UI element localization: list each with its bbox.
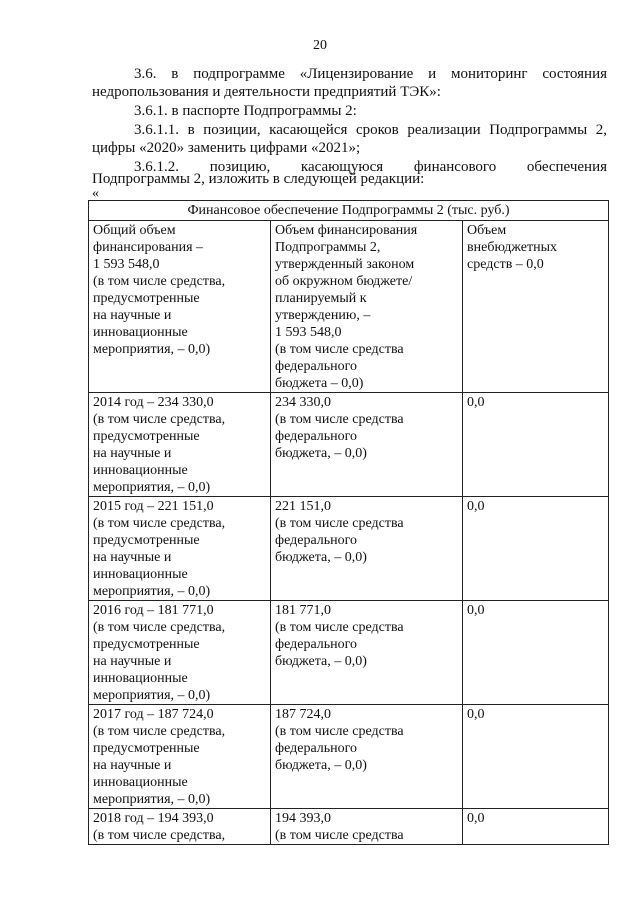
table-cell: 194 393,0 (в том числе средства — [271, 809, 463, 845]
table-cell: 2017 год – 187 724,0 (в том числе средства, предусмотренные на научные и инновационные мероприятия, – 0,0) — [89, 705, 271, 809]
open-quote: « — [92, 186, 99, 201]
table-cell: 187 724,0 (в том числе средства федерального бюджета, – 0,0) — [271, 705, 463, 809]
table-cell: 0,0 — [463, 705, 609, 809]
table-row — [89, 601, 609, 705]
page-number: 20 — [313, 38, 327, 53]
table-row — [89, 809, 609, 845]
financing-table — [88, 200, 609, 845]
paragraph-3-6-1: 3.6.1. в паспорте Подпрограммы 2: — [134, 103, 357, 119]
table-cell: Общий объем финансирования – 1 593 548,0 (в том числе средства, предусмотренные на научные и инновационные мероприятия, – 0,0) — [89, 221, 271, 393]
table-cell: 181 771,0 (в том числе средства федерального бюджета, – 0,0) — [271, 601, 463, 705]
table-row — [89, 221, 609, 393]
table-cell: 2015 год – 221 151,0 (в том числе средства, предусмотренные на научные и инновационные мероприятия, – 0,0) — [89, 497, 271, 601]
table-row — [89, 393, 609, 497]
table-cell: 2014 год – 234 330,0 (в том числе средства, предусмотренные на научные и инновационные мероприятия, – 0,0) — [89, 393, 271, 497]
table-cell: 221 151,0 (в том числе средства федерального бюджета, – 0,0) — [271, 497, 463, 601]
paragraph-3-6-1-2-line2: Подпрограммы 2, изложить в следующей редакции: — [92, 171, 425, 187]
table-header-row — [89, 201, 609, 221]
paragraph-3-6-1-2-line1: 3.6.1.2. позицию, касающуюся финансового обеспечения — [134, 159, 607, 175]
paragraph-3-6-line2: недропользования и деятельности предприятий ТЭК»: — [92, 84, 441, 100]
paragraph-3-6-1-1-line2: цифры «2020» заменить цифрами «2021»; — [92, 140, 361, 156]
table-cell: 2016 год – 181 771,0 (в том числе средства, предусмотренные на научные и инновационные мероприятия, – 0,0) — [89, 601, 271, 705]
paragraph-3-6-line1: 3.6. в подпрограмме «Лицензирование и мониторинг состояния — [134, 66, 607, 82]
table-cell: 0,0 — [463, 601, 609, 705]
table-title: Финансовое обеспечение Подпрограммы 2 (тыс. руб.) — [89, 201, 609, 221]
table-cell: Объем финансирования Подпрограммы 2, утвержденный законом об окружном бюджете/ планируемый к утверждению, – 1 593 548,0 (в том числе средства федерального бюджета – 0,0) — [271, 221, 463, 393]
table-cell: Объем внебюджетных средств – 0,0 — [463, 221, 609, 393]
paragraph-3-6-1-1-line1: 3.6.1.1. в позиции, касающейся сроков реализации Подпрограммы 2, — [134, 122, 607, 138]
table-cell: 0,0 — [463, 393, 609, 497]
table-row — [89, 705, 609, 809]
table-row — [89, 497, 609, 601]
table-cell: 234 330,0 (в том числе средства федерального бюджета, – 0,0) — [271, 393, 463, 497]
table-cell: 0,0 — [463, 497, 609, 601]
table-cell: 2018 год – 194 393,0 (в том числе средства, — [89, 809, 271, 845]
table-cell: 0,0 — [463, 809, 609, 845]
